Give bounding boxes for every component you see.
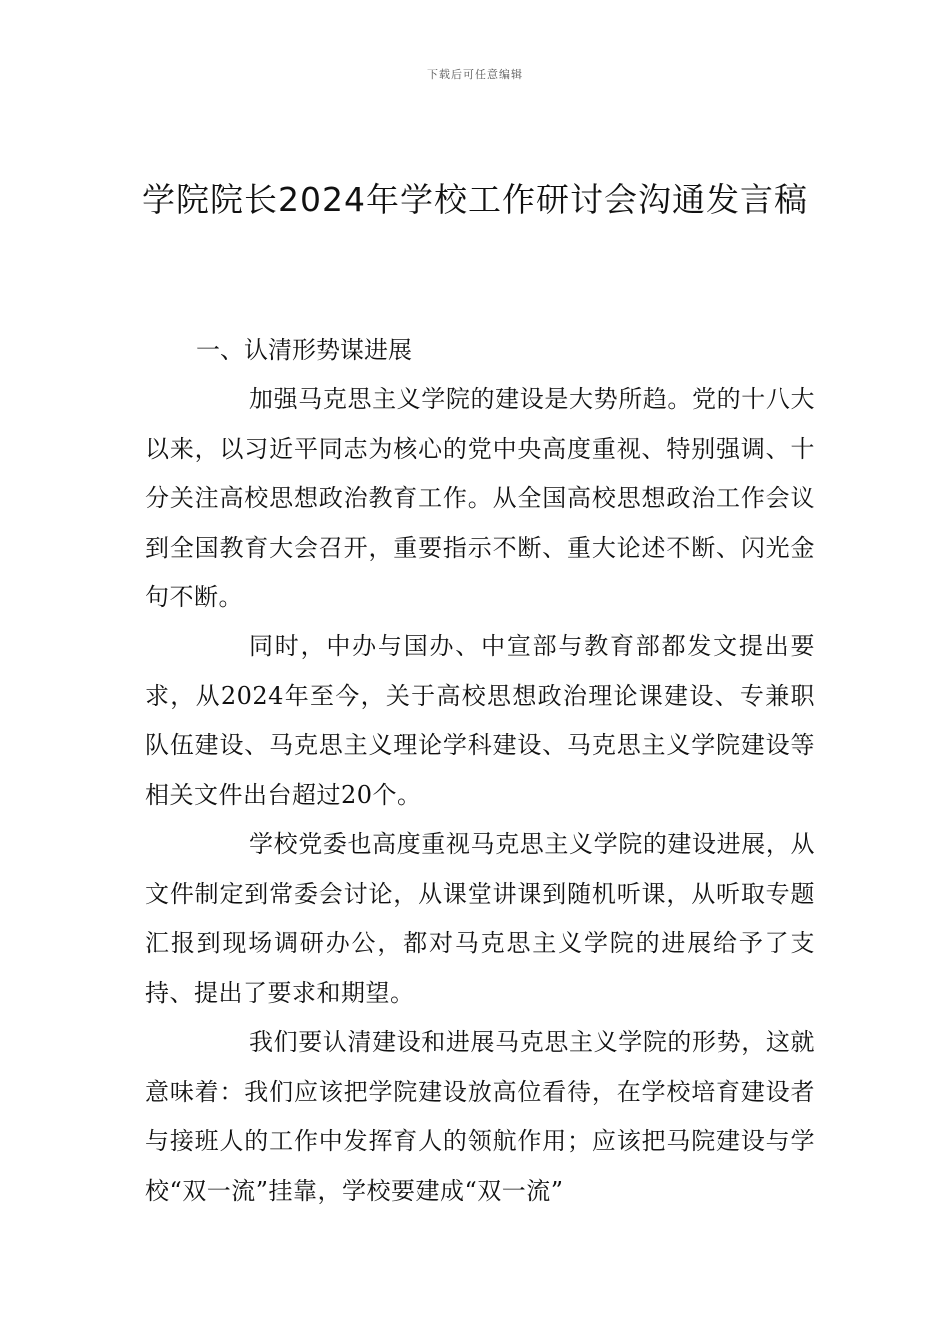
section-heading: 一、认清形势谋进展 — [196, 336, 412, 364]
paragraph: 同时，中办与国办、中宣部与教育部都发文提出要求，从2024年至今，关于高校思想政治理论课建设、专兼职队伍建设、马克思主义理论学科建设、马克思主义学院建设等相关文件出台超过20个。 — [145, 632, 815, 809]
paragraph: 我们要认清建设和进展马克思主义学院的形势，这就意味着：我们应该把学院建设放高位看待，在学校培育建设者与接班人的工作中发挥育人的领航作用；应该把马院建设与学校“双一流”挂靠，学校要建成“双一流” — [145, 1028, 815, 1205]
header-note: 下载后可任意编辑 — [427, 68, 523, 81]
paragraph: 学校党委也高度重视马克思主义学院的建设进展，从文件制定到常委会讨论，从课堂讲课到随机听课，从听取专题汇报到现场调研办公，都对马克思主义学院的进展给予了支持、提出了要求和期望。 — [145, 830, 815, 1007]
document-title: 学院院长2024年学校工作研讨会沟通发言稿 — [142, 180, 808, 219]
paragraph: 加强马克思主义学院的建设是大势所趋。党的十八大以来，以习近平同志为核心的党中央高度重视、特别强调、十分关注高校思想政治教育工作。从全国高校思想政治工作会议到全国教育大会召开，重要指示不断、重大论述不断、闪光金句不断。 — [145, 385, 815, 611]
